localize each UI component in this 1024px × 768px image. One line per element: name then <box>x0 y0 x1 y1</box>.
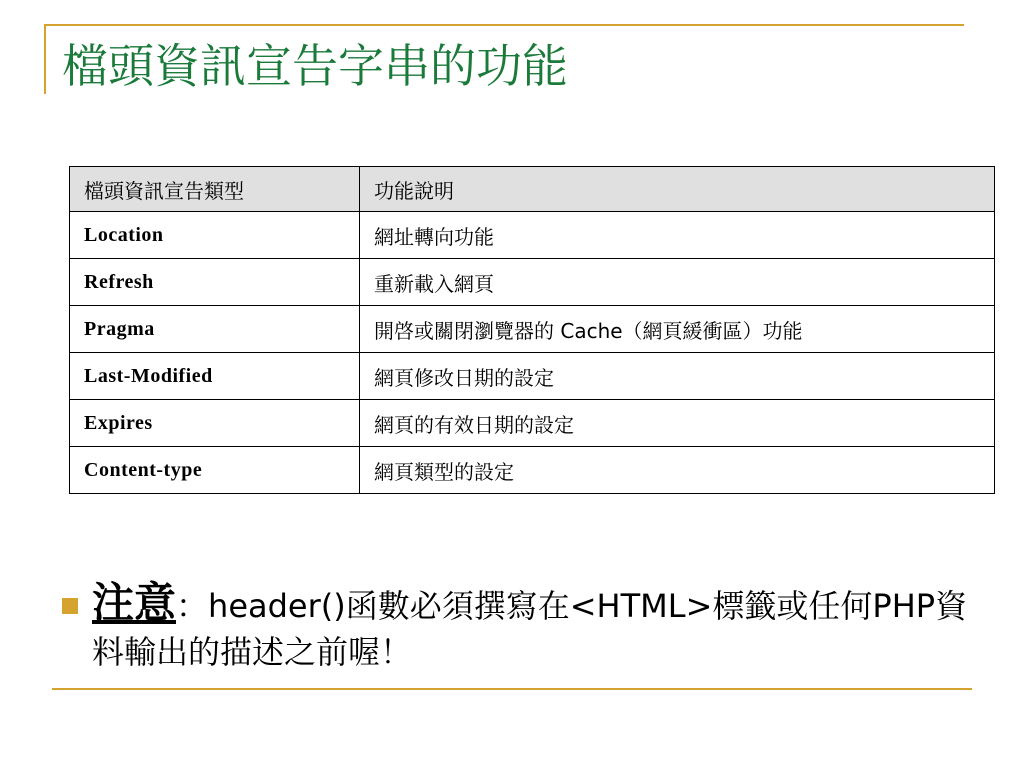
header-type-cell: Location <box>70 212 360 259</box>
header-type-cell: Refresh <box>70 259 360 306</box>
square-bullet-icon <box>62 598 78 614</box>
header-type-cell: Pragma <box>70 306 360 353</box>
top-divider <box>44 24 964 26</box>
description-cell: 網址轉向功能 <box>360 212 995 259</box>
table-row <box>70 447 995 494</box>
description-cell: 開啓或關閉瀏覽器的 Cache（網頁緩衝區）功能 <box>360 306 995 353</box>
note-label: 注意 <box>92 578 177 627</box>
note-body: header()函數必須撰寫在<HTML>標籤或任何PHP資料輸出的描述之前喔！ <box>92 587 968 671</box>
table-row <box>70 400 995 447</box>
note-colon: ： <box>176 587 209 625</box>
header-table-container <box>69 166 994 494</box>
description-cell: 網頁修改日期的設定 <box>360 353 995 400</box>
table-row <box>70 212 995 259</box>
column-header-type: 檔頭資訊宣告類型 <box>70 167 360 212</box>
header-type-cell: Content-type <box>70 447 360 494</box>
column-header-description: 功能說明 <box>360 167 995 212</box>
table-row <box>70 306 995 353</box>
left-divider <box>44 24 46 94</box>
description-cell: 網頁的有效日期的設定 <box>360 400 995 447</box>
header-table <box>69 166 995 494</box>
bottom-divider <box>52 688 972 690</box>
table-row <box>70 259 995 306</box>
header-type-cell: Expires <box>70 400 360 447</box>
description-cell: 重新載入網頁 <box>360 259 995 306</box>
table-header-row <box>70 167 995 212</box>
header-type-cell: Last-Modified <box>70 353 360 400</box>
note-text <box>92 580 972 675</box>
description-cell: 網頁類型的設定 <box>360 447 995 494</box>
table-row <box>70 353 995 400</box>
slide-title: 檔頭資訊宣告字串的功能 <box>62 39 568 93</box>
